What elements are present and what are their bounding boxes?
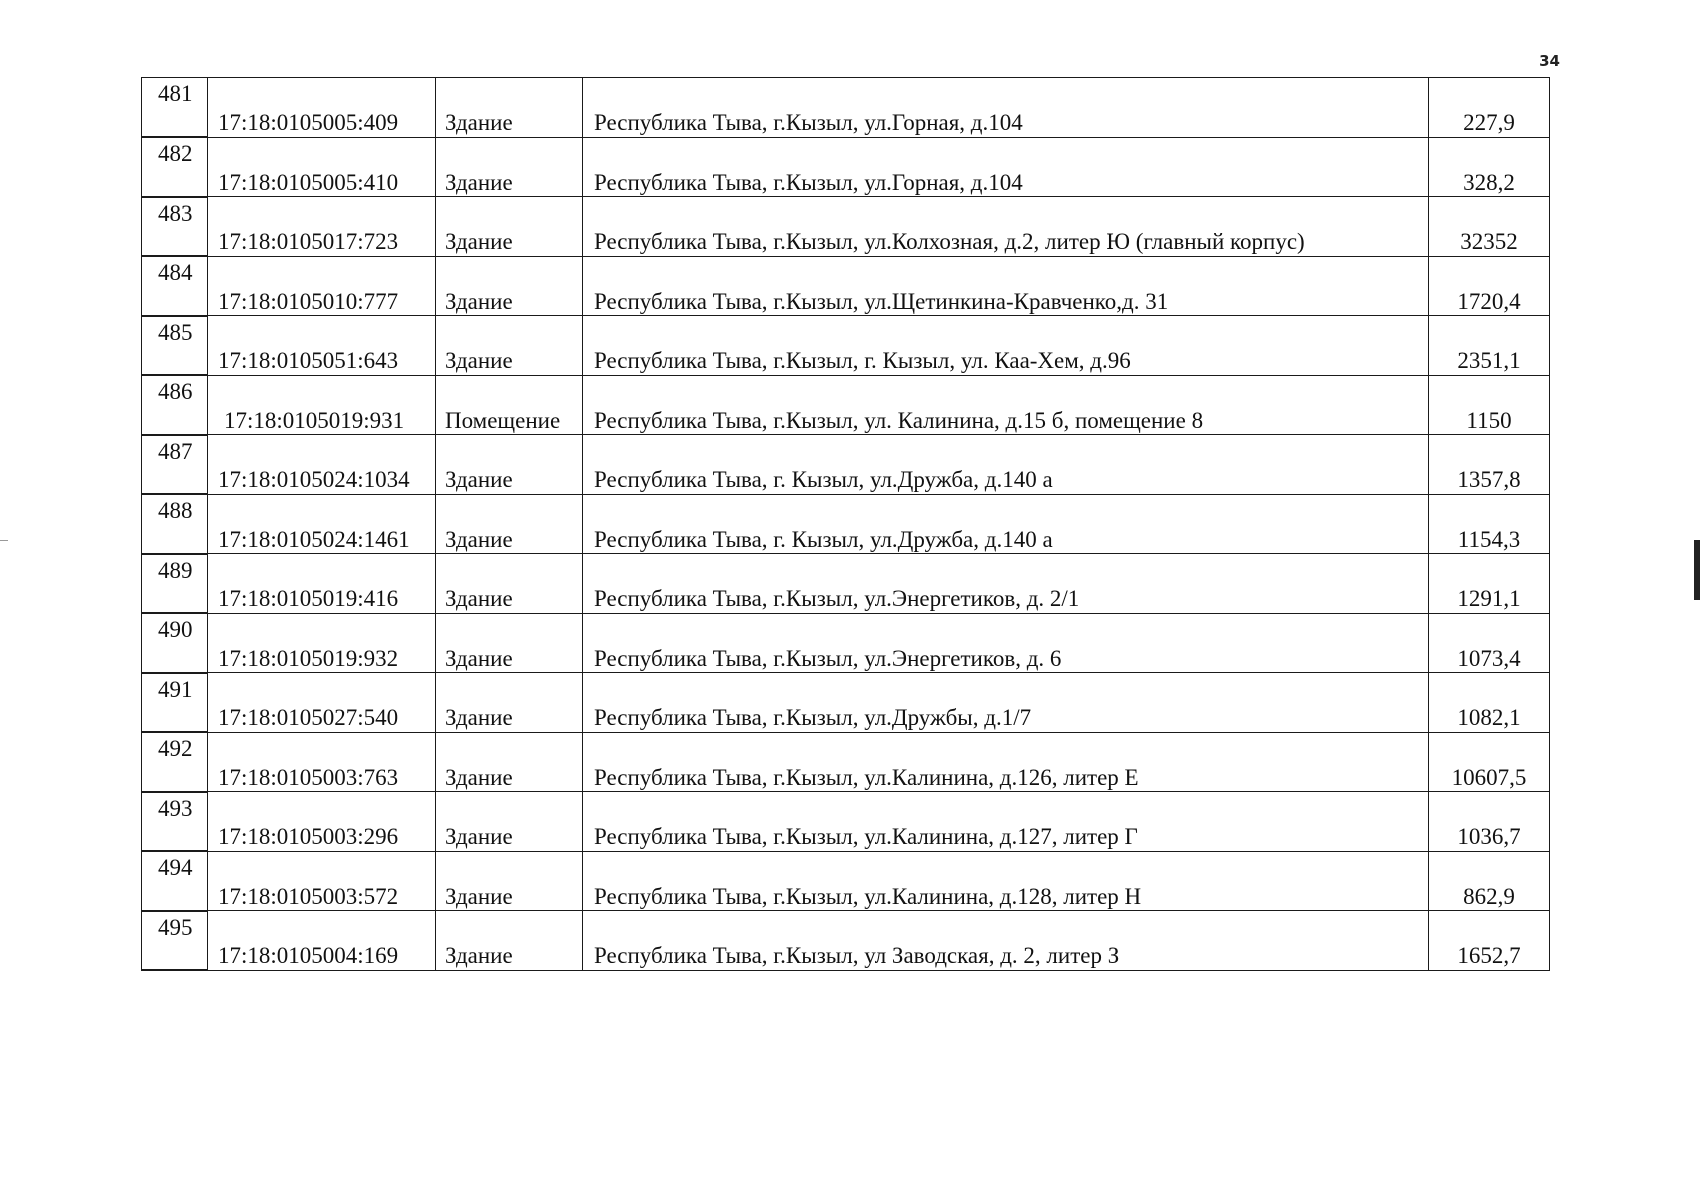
area-cell bbox=[1429, 613, 1550, 673]
area: 1073,4 bbox=[1457, 645, 1521, 671]
cadastral-number-cell bbox=[208, 911, 436, 971]
cadastral-number-cell bbox=[208, 554, 436, 614]
area-cell bbox=[1429, 673, 1550, 733]
address-cell bbox=[583, 316, 1429, 376]
row-number: 492 bbox=[158, 736, 193, 761]
object-type-cell bbox=[436, 673, 583, 733]
table-row bbox=[142, 256, 1550, 316]
cadastral-number-cell bbox=[208, 256, 436, 316]
scan-right-mark bbox=[1694, 540, 1700, 600]
object-type-cell bbox=[436, 911, 583, 971]
row-number-cell bbox=[142, 732, 208, 792]
area: 2351,1 bbox=[1457, 348, 1521, 373]
table-row bbox=[142, 316, 1550, 376]
area: 227,9 bbox=[1463, 110, 1515, 135]
address: Республика Тыва, г. Кызыл, ул.Дружба, д.140 а bbox=[594, 526, 1053, 552]
object-type: Здание bbox=[445, 467, 513, 492]
row-number: 482 bbox=[158, 141, 193, 166]
address: Республика Тыва, г. Кызыл, ул.Дружба, д.140 а bbox=[594, 467, 1053, 492]
row-number-cell bbox=[142, 494, 208, 554]
address-cell bbox=[583, 137, 1429, 197]
address-cell bbox=[583, 792, 1429, 852]
row-number-cell bbox=[142, 673, 208, 733]
cadastral-number-cell bbox=[208, 78, 436, 138]
object-type-cell bbox=[436, 78, 583, 138]
table-row bbox=[142, 137, 1550, 197]
area: 1720,4 bbox=[1457, 288, 1521, 314]
object-type: Здание bbox=[445, 586, 513, 611]
area-cell bbox=[1429, 375, 1550, 435]
cadastral-number: 17:18:0105010:777 bbox=[218, 288, 399, 314]
object-type: Здание bbox=[445, 764, 513, 790]
address-cell bbox=[583, 911, 1429, 971]
address: Республика Тыва, г.Кызыл, ул.Энергетиков, д. 2/1 bbox=[594, 586, 1080, 611]
address: Республика Тыва, г.Кызыл, ул.Колхозная, д.2, литер Ю (главный корпус) bbox=[594, 229, 1305, 254]
row-number-cell bbox=[142, 137, 208, 197]
area-cell bbox=[1429, 554, 1550, 614]
property-registry-table bbox=[141, 77, 1550, 971]
cadastral-number-cell bbox=[208, 851, 436, 911]
cadastral-number-cell bbox=[208, 792, 436, 852]
cadastral-number: 17:18:0105024:1461 bbox=[218, 526, 410, 552]
row-number: 483 bbox=[158, 200, 193, 226]
area-cell bbox=[1429, 911, 1550, 971]
cadastral-number: 17:18:0105019:931 bbox=[224, 407, 405, 433]
address: Республика Тыва, г.Кызыл, ул.Калинина, д.128, литер Н bbox=[594, 883, 1142, 909]
cadastral-number-cell bbox=[208, 316, 436, 376]
table-row bbox=[142, 911, 1550, 971]
address: Республика Тыва, г.Кызыл, ул.Энергетиков, д. 6 bbox=[594, 645, 1062, 671]
table-row bbox=[142, 435, 1550, 495]
object-type: Здание bbox=[445, 526, 513, 552]
row-number: 484 bbox=[158, 260, 193, 285]
row-number-cell bbox=[142, 435, 208, 495]
row-number-cell bbox=[142, 851, 208, 911]
address: Республика Тыва, г.Кызыл, ул.Дружбы, д.1/7 bbox=[594, 705, 1032, 730]
address: Республика Тыва, г.Кызыл, ул. Калинина, д.15 б, помещение 8 bbox=[594, 407, 1204, 433]
address-cell bbox=[583, 78, 1429, 138]
table-row bbox=[142, 613, 1550, 673]
cadastral-number-cell bbox=[208, 435, 436, 495]
area-cell bbox=[1429, 494, 1550, 554]
object-type-cell bbox=[436, 137, 583, 197]
row-number: 495 bbox=[158, 914, 193, 940]
address-cell bbox=[583, 554, 1429, 614]
row-number: 481 bbox=[158, 81, 193, 106]
area: 32352 bbox=[1460, 229, 1518, 254]
table-row bbox=[142, 792, 1550, 852]
address: Республика Тыва, г.Кызыл, ул.Горная, д.104 bbox=[594, 169, 1023, 195]
address: Республика Тыва, г.Кызыл, ул.Горная, д.104 bbox=[594, 110, 1023, 135]
row-number-cell bbox=[142, 613, 208, 673]
row-number: 491 bbox=[158, 676, 193, 702]
object-type: Здание bbox=[445, 288, 513, 314]
row-number: 488 bbox=[158, 498, 193, 523]
address-cell bbox=[583, 494, 1429, 554]
address-cell bbox=[583, 435, 1429, 495]
object-type: Здание bbox=[445, 348, 513, 373]
row-number: 486 bbox=[158, 379, 193, 404]
area: 1150 bbox=[1466, 407, 1512, 433]
table-body bbox=[142, 78, 1550, 971]
object-type-cell bbox=[436, 851, 583, 911]
area: 1154,3 bbox=[1457, 526, 1521, 552]
address-cell bbox=[583, 673, 1429, 733]
object-type-cell bbox=[436, 197, 583, 257]
object-type-cell bbox=[436, 375, 583, 435]
row-number: 487 bbox=[158, 438, 193, 464]
object-type-cell bbox=[436, 554, 583, 614]
row-number: 490 bbox=[158, 617, 193, 642]
row-number-cell bbox=[142, 256, 208, 316]
area-cell bbox=[1429, 316, 1550, 376]
area-cell bbox=[1429, 256, 1550, 316]
object-type: Здание bbox=[445, 824, 513, 849]
area: 862,9 bbox=[1463, 883, 1515, 909]
table-row bbox=[142, 554, 1550, 614]
area: 328,2 bbox=[1463, 169, 1515, 195]
table-row bbox=[142, 673, 1550, 733]
object-type-cell bbox=[436, 256, 583, 316]
area: 1357,8 bbox=[1457, 467, 1521, 492]
row-number-cell bbox=[142, 197, 208, 257]
row-number-cell bbox=[142, 911, 208, 971]
cadastral-number: 17:18:0105003:296 bbox=[218, 824, 399, 849]
cadastral-number-cell bbox=[208, 732, 436, 792]
area: 1291,1 bbox=[1457, 586, 1521, 611]
object-type-cell bbox=[436, 435, 583, 495]
cadastral-number: 17:18:0105019:932 bbox=[218, 645, 399, 671]
area-cell bbox=[1429, 197, 1550, 257]
row-number-cell bbox=[142, 78, 208, 138]
area: 1082,1 bbox=[1457, 705, 1521, 730]
row-number-cell bbox=[142, 792, 208, 852]
row-number: 489 bbox=[158, 557, 193, 583]
address-cell bbox=[583, 256, 1429, 316]
scan-edge-mark bbox=[0, 540, 8, 541]
object-type: Здание bbox=[445, 645, 513, 671]
address: Республика Тыва, г.Кызыл, ул.Калинина, д.127, литер Г bbox=[594, 824, 1138, 849]
table-row bbox=[142, 851, 1550, 911]
table-row bbox=[142, 197, 1550, 257]
address: Республика Тыва, г.Кызыл, ул Заводская, д. 2, литер З bbox=[594, 943, 1120, 968]
address-cell bbox=[583, 613, 1429, 673]
cadastral-number: 17:18:0105024:1034 bbox=[218, 467, 410, 492]
object-type: Здание bbox=[445, 229, 513, 254]
area-cell bbox=[1429, 137, 1550, 197]
row-number: 494 bbox=[158, 855, 193, 880]
row-number-cell bbox=[142, 554, 208, 614]
row-number: 485 bbox=[158, 319, 193, 345]
address-cell bbox=[583, 851, 1429, 911]
object-type: Здание bbox=[445, 943, 513, 968]
cadastral-number-cell bbox=[208, 494, 436, 554]
area-cell bbox=[1429, 435, 1550, 495]
area: 1652,7 bbox=[1457, 943, 1521, 968]
row-number: 493 bbox=[158, 795, 193, 821]
area-cell bbox=[1429, 78, 1550, 138]
address: Республика Тыва, г.Кызыл, ул.Калинина, д.126, литер Е bbox=[594, 764, 1139, 790]
cadastral-number: 17:18:0105019:416 bbox=[218, 586, 399, 611]
row-number-cell bbox=[142, 316, 208, 376]
object-type-cell bbox=[436, 494, 583, 554]
cadastral-number: 17:18:0105004:169 bbox=[218, 943, 399, 968]
object-type-cell bbox=[436, 732, 583, 792]
table-row bbox=[142, 494, 1550, 554]
cadastral-number-cell bbox=[208, 137, 436, 197]
page-number: 34 bbox=[1539, 52, 1560, 70]
object-type-cell bbox=[436, 613, 583, 673]
object-type: Здание bbox=[445, 169, 513, 195]
object-type-cell bbox=[436, 792, 583, 852]
object-type: Здание bbox=[445, 110, 513, 135]
area-cell bbox=[1429, 732, 1550, 792]
cadastral-number-cell bbox=[208, 375, 436, 435]
cadastral-number: 17:18:0105005:409 bbox=[218, 110, 399, 135]
address: Республика Тыва, г.Кызыл, ул.Щетинкина-Кравченко,д. 31 bbox=[594, 288, 1169, 314]
cadastral-number: 17:18:0105027:540 bbox=[218, 705, 399, 730]
row-number-cell bbox=[142, 375, 208, 435]
cadastral-number-cell bbox=[208, 197, 436, 257]
address-cell bbox=[583, 375, 1429, 435]
cadastral-number: 17:18:0105051:643 bbox=[218, 348, 399, 373]
table-row bbox=[142, 78, 1550, 138]
address: Республика Тыва, г.Кызыл, г. Кызыл, ул. Каа-Хем, д.96 bbox=[594, 348, 1131, 373]
cadastral-number: 17:18:0105003:763 bbox=[218, 764, 399, 790]
cadastral-number-cell bbox=[208, 673, 436, 733]
cadastral-number: 17:18:0105017:723 bbox=[218, 229, 399, 254]
area: 1036,7 bbox=[1457, 824, 1521, 849]
cadastral-number: 17:18:0105003:572 bbox=[218, 883, 399, 909]
object-type: Здание bbox=[445, 705, 513, 730]
table-row bbox=[142, 375, 1550, 435]
object-type: Помещение bbox=[445, 407, 561, 433]
address-cell bbox=[583, 732, 1429, 792]
address-cell bbox=[583, 197, 1429, 257]
object-type: Здание bbox=[445, 883, 513, 909]
table-row bbox=[142, 732, 1550, 792]
area-cell bbox=[1429, 792, 1550, 852]
cadastral-number: 17:18:0105005:410 bbox=[218, 169, 399, 195]
object-type-cell bbox=[436, 316, 583, 376]
cadastral-number-cell bbox=[208, 613, 436, 673]
area: 10607,5 bbox=[1451, 764, 1527, 790]
area-cell bbox=[1429, 851, 1550, 911]
